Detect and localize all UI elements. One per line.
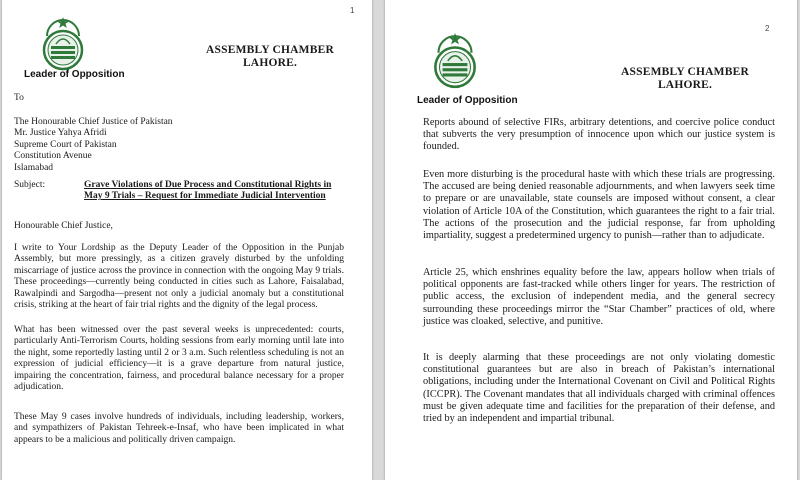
chamber-line-2: LAHORE. xyxy=(657,79,713,91)
body-paragraph: It is deeply alarming that these proceedings are not only violating domestic constitutional guarantees but are also in breach of Pakistan’s international obligations, including under the International Covenant on Civil and Political Rights (ICCPR). The Covenant mandates that all individuals charged with criminal offences must be given adequate time and facilities for the preparation of their defense, and tried by an independent and impartial tribunal. xyxy=(423,352,775,425)
chamber-heading xyxy=(200,44,340,70)
body-paragraph: These May 9 cases involve hundreds of individuals, including leadership, workers, and sympathizers of Pakistan Tehreek-e-Insaf, who have been implicated in what appears to be a malicious and politically driven campaign. xyxy=(14,412,344,445)
page-number: 2 xyxy=(765,24,770,33)
document-page-1 xyxy=(2,0,372,480)
org-caption: Leader of Opposition xyxy=(24,69,125,80)
subject-text: Grave Violations of Due Process and Constitutional Rights in May 9 Trials – Request for Immediate Judicial Intervention xyxy=(84,180,332,201)
document-page-2 xyxy=(385,0,797,480)
to-label: To xyxy=(14,93,24,103)
body-paragraph: Reports abound of selective FIRs, arbitrary detentions, and coercive police conduct that subverts the very presumption of innocence upon which our justice system is founded. xyxy=(423,117,775,153)
chamber-heading xyxy=(615,66,755,92)
body-paragraph: What has been witnessed over the past several weeks is unprecedented: courts, particularly Anti-Terrorism Courts, holding sessions from early morning until late into the night, some reportedly lasting until 2 or 3 a.m. Such relentless scheduling is not an expression of judicial efficiency—it is a grave departure from natural justice, impairing the concentration, fairness, and procedural balance necessary for a proper adjudication. xyxy=(14,325,344,393)
body-paragraph: Article 25, which enshrines equality before the law, appears hollow when trials of political opponents are fast-tracked while others linger for years. The restriction of public access, the exclusion of independent media, and the general secrecy surrounding these proceedings mirror the “Star Chamber” practices of old, where justice was cloaked, selective, and punitive. xyxy=(423,267,775,327)
page-number: 1 xyxy=(350,6,355,15)
address-line: The Honourable Chief Justice of Pakistan xyxy=(14,117,173,127)
salutation: Honourable Chief Justice, xyxy=(14,221,113,231)
org-caption: Leader of Opposition xyxy=(417,95,518,106)
chamber-line-1: ASSEMBLY CHAMBER xyxy=(206,44,334,56)
recipient-address xyxy=(14,117,264,174)
body-paragraph: Even more disturbing is the procedural haste with which these trials are progressing. The accused are being denied reasonable adjournments, and when lawyers seek time to prepare or are unavailable, state counsels are imposed without consent, a clear violation of Article 10A of the Constitution, which guarantees the right to a fair trial. The actions of the prosecution and the judicial response, far from upholding impartiality, suggest a predetermined urgency to punish—rather than to adjudicate. xyxy=(423,169,775,242)
chamber-line-1: ASSEMBLY CHAMBER xyxy=(621,66,749,78)
address-line: Supreme Court of Pakistan xyxy=(14,139,117,150)
body-paragraph: I write to Your Lordship as the Deputy Leader of the Opposition in the Punjab Assembly, but more pressingly, as a citizen gravely disturbed by the unfolding miscarriage of justice across the province in connection with the ongoing May 9 trials. These proceedings—currently being conducted in cities such as Lahore, Faisalabad, Rawalpindi and Sargodha—present not only a judicial anomaly but a constitutional crisis, striking at the heart of fair trial rights and the dignity of the legal process. xyxy=(14,243,344,311)
address-line: Mr. Justice Yahya Afridi xyxy=(14,128,107,139)
punjab-assembly-emblem-icon xyxy=(38,16,88,74)
chamber-line-2: LAHORE. xyxy=(242,57,298,69)
address-line: Islamabad xyxy=(14,162,54,173)
subject-label: Subject: xyxy=(14,180,46,190)
punjab-assembly-emblem-icon xyxy=(429,32,481,92)
address-line: Constitution Avenue xyxy=(14,151,92,162)
